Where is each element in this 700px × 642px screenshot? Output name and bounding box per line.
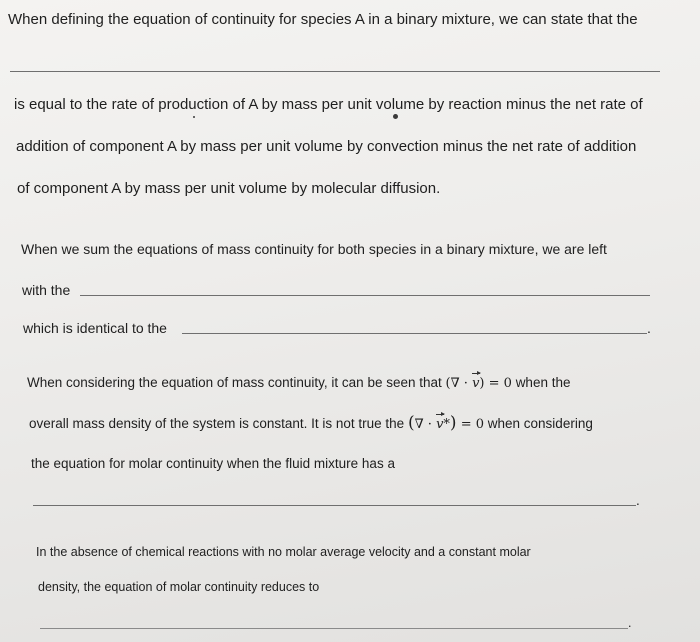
q1-text-line-4: of component A by mass per unit volume by molecular diffusion. [17, 180, 441, 197]
q1-text-line-1: When defining the equation of continuity for species A in a binary mixture, we can state that the [8, 11, 638, 28]
q3-answer-blank[interactable] [33, 505, 636, 506]
q3-period: . [636, 493, 640, 508]
q1-text-line-2: is equal to the rate of production of A by mass per unit volume by reaction minus the net rate of [14, 96, 643, 113]
q3-text-line-1-end: when the [515, 375, 571, 390]
q2-text-line-1: When we sum the equations of mass continuity for both species in a binary mixture, we are left [21, 241, 607, 257]
q1-answer-blank[interactable] [10, 71, 660, 72]
q1-text-line-3: addition of component A by mass per unit volume by convection minus the net rate of addition [16, 138, 637, 155]
q2-text-line-2: with the [22, 282, 71, 298]
q3-text-line-2 [29, 413, 593, 433]
q4-text-line-1: In the absence of chemical reactions with no molar average velocity and a constant molar [36, 545, 531, 559]
q3-text-line-2-end: when considering [487, 416, 593, 431]
q2-period: . [647, 320, 651, 336]
q2-answer-blank-1[interactable] [80, 295, 650, 296]
divergence-molar-velocity-formula: (∇ · v*) = 0 [407, 413, 484, 433]
q4-text-line-2: density, the equation of molar continuity reduces to [38, 580, 320, 594]
speck [193, 116, 195, 118]
q3-text-line-1 [27, 375, 570, 391]
speck [393, 114, 398, 119]
divergence-mass-velocity-formula: (∇ · v) = 0 [445, 376, 512, 391]
q2-answer-blank-2[interactable] [182, 333, 647, 334]
q3-text-line-1-start: When considering the equation of mass continuity, it can be seen that [27, 375, 442, 390]
q4-answer-blank[interactable] [40, 628, 628, 629]
q4-period: . [628, 616, 632, 630]
q2-text-line-3: which is identical to the [23, 320, 167, 336]
q3-text-line-2-start: overall mass density of the system is constant. It is not true the [29, 416, 405, 431]
q3-text-line-3: the equation for molar continuity when the fluid mixture has a [31, 456, 395, 471]
